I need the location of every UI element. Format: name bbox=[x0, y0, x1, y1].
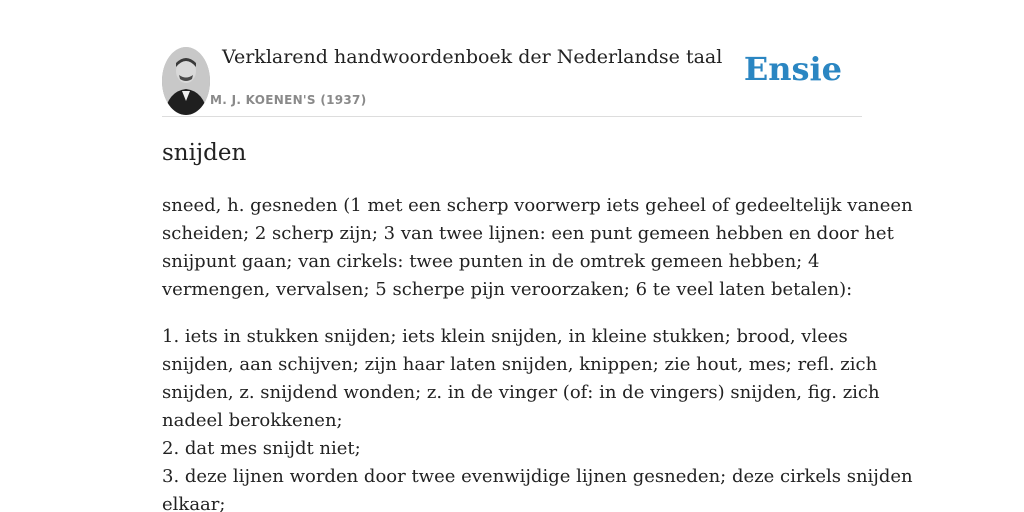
text-line: 3. deze lijnen worden door twee evenwijdige lijnen gesneden; deze cirkels snijden bbox=[162, 466, 913, 487]
text-line: vermengen, vervalsen; 5 scherpe pijn veroorzaken; 6 te veel laten betalen): bbox=[162, 279, 853, 300]
text-line: scheiden; 2 scherp zijn; 3 van twee lijnen: een punt gemeen hebben en door het bbox=[162, 223, 894, 244]
dictionary-title[interactable]: Verklarend handwoordenboek der Nederlandse taal bbox=[222, 46, 723, 68]
site-header bbox=[162, 38, 862, 117]
text-line: snijden, z. snijdend wonden; z. in de vinger (of: in de vingers) snijden, fig. zich bbox=[162, 382, 880, 403]
text-line: snijden, aan schijven; zijn haar laten snijden, knippen; zie hout, mes; refl. zich bbox=[162, 354, 878, 375]
text-line: sneed, h. gesneden (1 met een scherp voorwerp iets geheel of gedeeltelijk vaneen bbox=[162, 195, 913, 216]
entry-senses bbox=[162, 323, 913, 512]
text-line: elkaar; bbox=[162, 494, 226, 512]
entry-body bbox=[162, 192, 913, 512]
author-portrait bbox=[162, 47, 210, 115]
entry-intro bbox=[162, 192, 913, 304]
text-line: snijpunt gaan; van cirkels: twee punten in de omtrek gemeen hebben; 4 bbox=[162, 251, 820, 272]
brand-logo[interactable]: Ensie bbox=[743, 50, 842, 88]
text-line: nadeel berokkenen; bbox=[162, 410, 343, 431]
text-line: 1. iets in stukken snijden; iets klein snijden, in kleine stukken; brood, vlees bbox=[162, 326, 848, 347]
author-label: M. J. KOENEN'S (1937) bbox=[210, 93, 367, 107]
text-line: 2. dat mes snijdt niet; bbox=[162, 438, 361, 459]
portrait-image bbox=[162, 47, 210, 115]
entry-headword: snijden bbox=[162, 140, 247, 166]
